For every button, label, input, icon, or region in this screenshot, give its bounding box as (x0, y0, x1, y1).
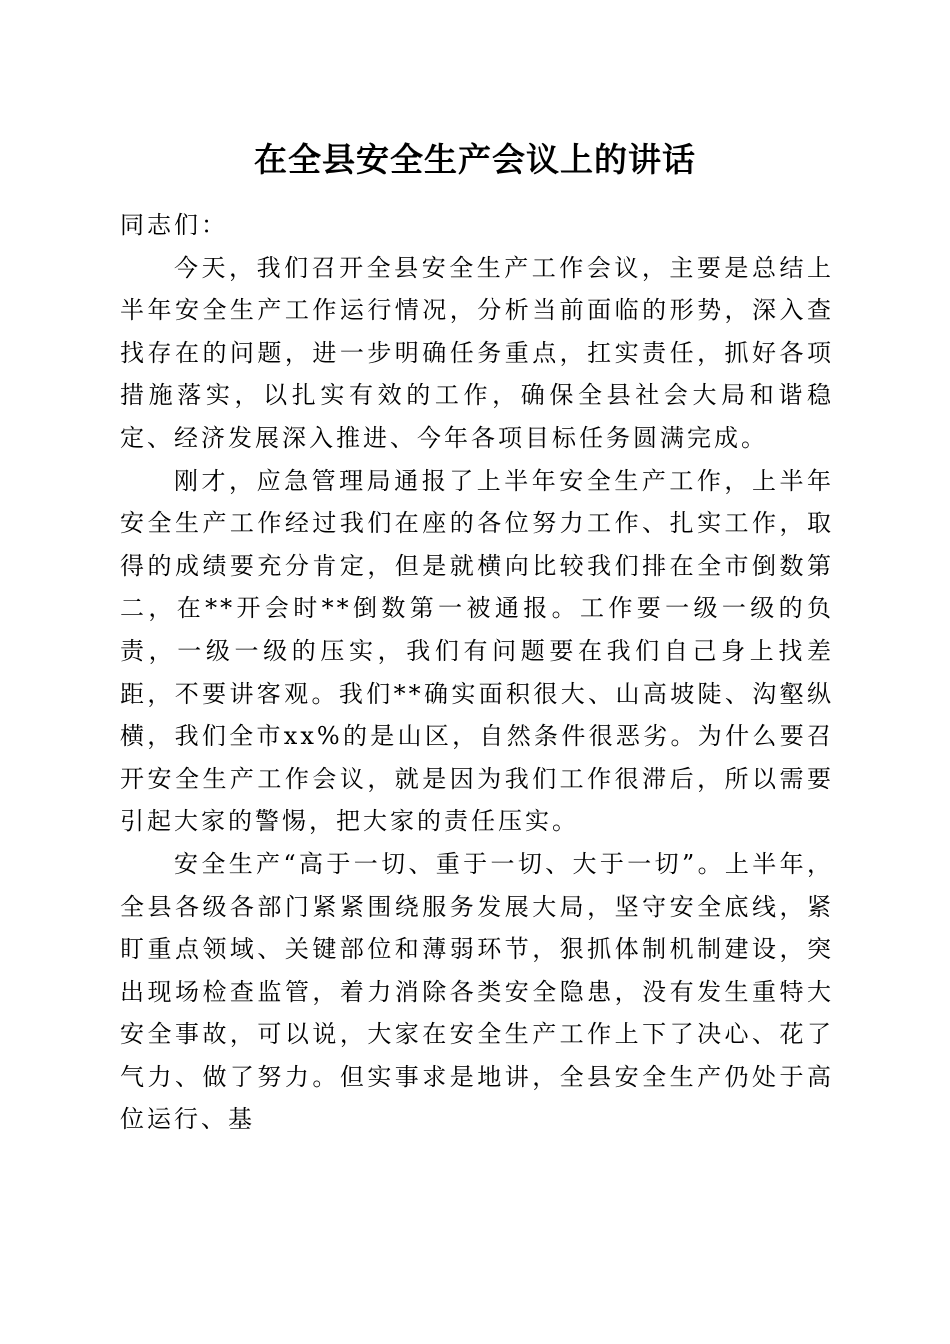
paragraph-1: 今天，我们召开全县安全生产工作会议，主要是总结上半年安全生产工作运行情况，分析当前面临的形势，深入查找存在的问题，进一步明确任务重点，扛实责任，抓好各项措施落实，以扎实有效的工作，确保全县社会大局和谐稳定、经济发展深入推进、今年各项目标任务圆满完成。 (120, 253, 834, 452)
salutation: 同志们： (120, 211, 228, 239)
document-body (120, 204, 834, 1141)
paragraph-3: 安全生产“高于一切、重于一切、大于一切”。上半年，全县各级各部门紧紧围绕服务发展大局，坚守安全底线，紧盯重点领域、关键部位和薄弱环节，狠抓体制机制建设，突出现场检查监管，着力消除各类安全隐患，没有发生重特大安全事故，可以说，大家在安全生产工作上下了决心、花了气力、做了努力。但实事求是地讲，全县安全生产仍处于高位运行、基 (120, 849, 834, 1134)
paragraph-2: 刚才，应急管理局通报了上半年安全生产工作，上半年安全生产工作经过我们在座的各位努力工作、扎实工作，取得的成绩要充分肯定，但是就横向比较我们排在全市倒数第二，在**开会时**倒数第一被通报。工作要一级一级的负责，一级一级的压实，我们有问题要在我们自己身上找差距，不要讲客观。我们**确实面积很大、山高坡陡、沟壑纵横，我们全市xx%的是山区，自然条件很恶劣。为什么要召开安全生产工作会议，就是因为我们工作很滞后，所以需要引起大家的警惕，把大家的责任压实。 (120, 466, 834, 836)
document-title: 在全县安全生产会议上的讲话 (254, 140, 696, 179)
